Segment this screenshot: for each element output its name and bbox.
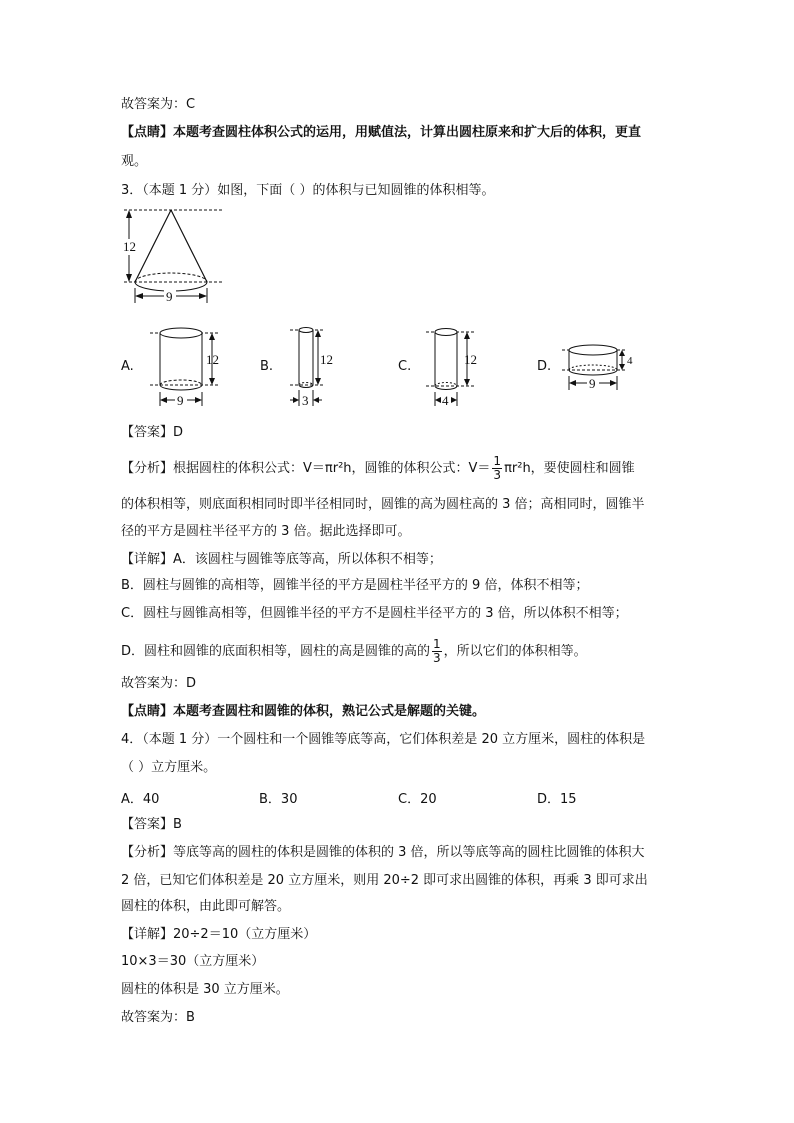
option-a-height-label: 12 [206, 352, 219, 367]
detail-3-line1: 【详解】A．该圆柱与圆锥等底等高，所以体积不相等； [121, 552, 442, 567]
option-d-height-label: 4 [627, 355, 633, 367]
analysis-4-line2: 2 倍，已知它们体积差是 20 立方厘米，则用 20÷2 即可求出圆锥的体积，再乘 3 即可求出 [121, 873, 648, 888]
detail-4-line3: 圆柱的体积是 30 立方厘米。 [121, 982, 289, 997]
comment-line [121, 124, 641, 142]
option-a-letter: A. [121, 359, 134, 374]
answer-summary-3: 故答案为：D [121, 676, 197, 691]
option-d-letter: D. [537, 359, 552, 374]
analysis-3-line2: 的体积相等，则底面积相同时即半径相同时，圆锥的高为圆柱高的 3 倍；高相同时，圆锥半 [121, 497, 645, 512]
option-d-cylinder [560, 340, 640, 392]
question-3: 3．（本题 1 分）如图，下面（ ）的体积与已知圆锥的体积相等。 [121, 183, 495, 198]
analysis-4-line1: 【分析】等底等高的圆柱的体积是圆锥的体积的 3 倍，所以等底等高的圆柱比圆锥的体积大 [121, 845, 645, 860]
analysis-3-text-b: πr²h，要使圆柱和圆锥 [504, 461, 635, 476]
option-c-height-label: 12 [464, 352, 477, 367]
option-b-height-label: 12 [320, 352, 333, 367]
detail-3-line3: C．圆柱与圆锥高相等，但圆锥半径的平方不是圆柱半径平方的 3 倍，所以体积不相等； [121, 606, 628, 621]
fraction-one-third: $\frac{1}{3}$ [493, 454, 502, 482]
analysis-3-line3: 径的平方是圆柱半径平方的 3 倍。据此选择即可。 [121, 524, 411, 539]
option-b-letter: B. [260, 359, 274, 374]
q4-option-a: A．40 [121, 792, 160, 807]
option-b-cylinder [288, 322, 338, 408]
detail-3-text-b: ，所以它们的体积相等。 [443, 644, 587, 659]
fraction-one-third-2: $\frac{1}{3}$ [433, 637, 441, 665]
option-c-cylinder [424, 322, 484, 408]
detail-3-text-a: D．圆柱和圆锥的底面积相等，圆柱的高是圆锥的高的 [121, 644, 431, 659]
q4-option-d: D．15 [537, 792, 577, 807]
option-a-cylinder [148, 322, 228, 408]
analysis-4-line3: 圆柱的体积，由此即可解答。 [121, 899, 291, 914]
detail-3-line2: B．圆柱与圆锥的高相等，圆锥半径的平方是圆柱半径平方的 9 倍，体积不相等； [121, 578, 589, 593]
detail-3-line4 [121, 638, 587, 665]
option-b-diameter-label: 3 [302, 393, 309, 408]
comment-3: 【点睛】本题考查圆柱和圆锥的体积，熟记公式是解题的关键。 [121, 704, 486, 719]
answer-line: 故答案为：C [121, 97, 196, 112]
detail-4-line1: 【详解】20÷2＝10（立方厘米） [121, 927, 317, 942]
option-d-diameter-label: 9 [589, 376, 596, 391]
option-c-diameter-label: 4 [442, 393, 449, 408]
answer-3: 【答案】D [121, 425, 184, 440]
question-4-line1: 4．（本题 1 分）一个圆柱和一个圆锥等底等高，它们体积差是 20 立方厘米，圆柱的体积是 [121, 732, 646, 747]
option-c-letter: C. [398, 359, 412, 374]
option-a-diameter-label: 9 [177, 393, 184, 408]
cone-figure [118, 205, 228, 305]
question-4-line2: （ ）立方厘米。 [121, 760, 217, 775]
q4-option-b: B．30 [259, 792, 298, 807]
answer-4: 【答案】B [121, 817, 182, 832]
analysis-3-line1 [121, 455, 635, 482]
comment-tag: 【点睛】本题考查圆柱体积公式的运用，用赋值法，计算出圆柱原来和扩大后的体积，更直 [121, 125, 642, 140]
q4-option-c: C．20 [398, 792, 437, 807]
cone-height-label: 12 [123, 239, 136, 254]
answer-summary-4: 故答案为：B [121, 1010, 195, 1025]
detail-4-line2: 10×3＝30（立方厘米） [121, 954, 265, 969]
analysis-3-text-a: 【分析】根据圆柱的体积公式：V＝πr²h，圆锥的体积公式：V＝ [121, 461, 491, 476]
comment-line-cont: 观。 [121, 154, 148, 169]
cone-diameter-label: 9 [166, 289, 173, 304]
